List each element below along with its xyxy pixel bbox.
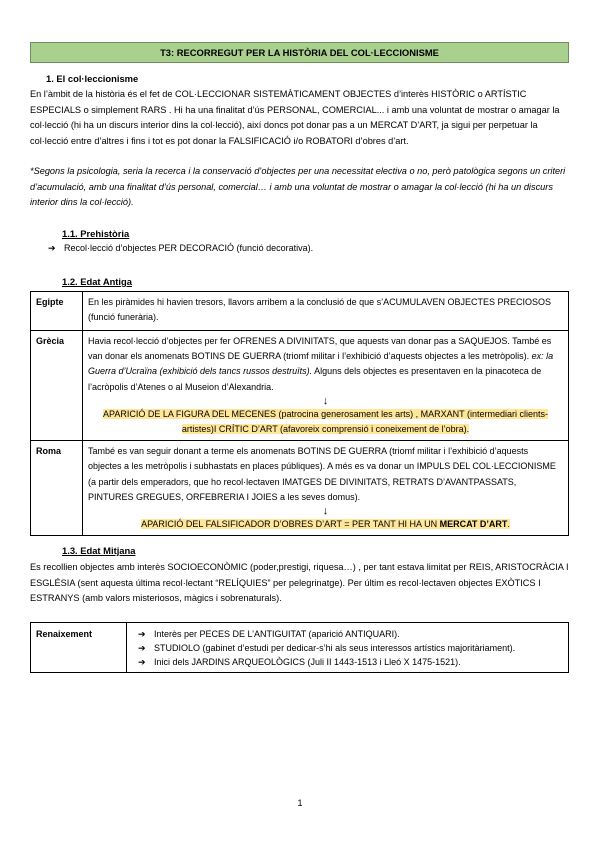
row-label-renaissance: Renaixement: [31, 623, 127, 673]
row-label-egypt: Egipte: [31, 292, 83, 331]
middle-ages-paragraph: Es recollien objectes amb interès SOCIOECONÒMIC (poder,prestigi, riquesa…) , per tant estava limitat per REIS, ARISTOCRÀCIA I ESGLÉSIA (sent aquesta última recol·lectant “RELÍQUIES” per pelegrinatge). Per últim es recol·lectaven objectes EXÒTICS I ESTRANYS (amb valors misteriosos, màgics i sobrenaturals).: [30, 562, 569, 604]
section-heading-collectionism: 1. El col·leccionisme: [46, 73, 139, 84]
row-text-rome: [83, 441, 569, 536]
highlight-bold: MERCAT D’ART: [439, 519, 508, 530]
table-row: [31, 441, 569, 536]
row-label-greece: Grècia: [31, 331, 83, 441]
ancient-age-table: [30, 291, 569, 536]
table-row: [31, 331, 569, 441]
list-item: ➔ Recol·lecció d’objectes PER DECORACIÓ (funció decorativa).: [42, 243, 562, 253]
renaissance-table: [30, 622, 569, 673]
greece-text-part: Alguns dels objectes es presentaven en la pinacoteca de l’acròpolis d’Atenes o al Museion d’Alexandria.: [88, 366, 542, 392]
highlight-text: APARICIÓ DE LA FIGURA DEL MECENES (patrocina generosament les arts) , MARXANT (intermediari clients-artistes)I CRÍTIC D’ART (afavoreix comprensió i coneixement de l’obra).: [103, 408, 548, 435]
subheading-middle-ages: 1.3. Edat Mitjana: [62, 545, 136, 556]
subheading-prehistory: 1.1. Prehistòria: [62, 228, 130, 239]
row-label-rome: Roma: [31, 441, 83, 536]
page-number: 1: [297, 798, 303, 808]
highlight-text: [141, 519, 510, 529]
page-title: T3: RECORREGUT PER LA HISTÒRIA DEL COL·LECCIONISME: [30, 42, 569, 63]
renaissance-items: [127, 623, 569, 673]
subheading-ancient-age: 1.2. Edat Antiga: [62, 276, 132, 287]
list-item: ➔ Interès per PECES DE L’ANTIGUITAT (aparició ANTIQUARI).: [132, 627, 563, 641]
greece-highlight: [88, 407, 563, 437]
prehistory-list: [42, 243, 562, 253]
section-paragraph: En l’àmbit de la història és el fet de COL·LECCIONAR SISTEMÀTICAMENT OBJECTES d’interès HISTÒRIC o ARTÍSTIC ESPECIALS o simplement RARS . Hi ha una finalitat d’ús PERSONAL, COMERCIAL... i amb una voluntat de mostrar o amagar la col·lecció (hi ha un discurs interior dins la col·lecció), així doncs pot donar pas a un MERCAT D’ART, ja sigui per perpetuar la col·lecció entre d’altres i fins i tot es pot donar la FALSIFICACIÓ i/o ROBATORI d’obres d’art.: [30, 89, 560, 146]
rome-text: També es van seguir donant a terme els anomenats BOTINS DE GUERRA (triomf militar i l’exhibició d’aquests objectes a les metròpolis i subhastats en places públiques). A més es va donar un IMPULS DEL COL·LECCIONISME (a partir dels emperadors, que ho recol·lectaven IMATGES DE DIVINITATS, RETRATS D’AVANTPASSATS, PINTURES GREGUES, ORFEBRERIA I JOIES a les seves domus).: [88, 446, 556, 502]
psychology-note: *Segons la psicologia, seria la recerca i la conservació d’objectes per una necessitat electiva o no, però patològica segons un criteri d’acumulació, amb una finalitat d’ús personal, comercial… i amb una voluntat de mostrar o amagar la col·lecció (hi ha un discurs interior dins la col·lecció).: [30, 166, 566, 208]
arrow-down-icon: ↓: [322, 394, 329, 407]
greece-example: ex: la Guerra d’Ucraïna (exhibició dels tancs russos destruïts).: [88, 351, 554, 377]
highlight-part: APARICIÓ DEL FALSIFICADOR D’OBRES D’ART = PER TANT HI HA UN: [141, 519, 440, 530]
list-item: ➔ Inici dels JARDINS ARQUEOLÒGICS (Juli II 1443-1513 i Lleó X 1475-1521).: [132, 655, 563, 669]
highlight-part: .: [507, 519, 510, 530]
greece-text-part: Havia recol·lecció d’objectes per fer OFRENES A DIVINITATS, que aquests van donar pas a SAQUEJOS. També es van donar els anomenats BOTINS DE GUERRA (triomf militar i l’exhibició d’aquests objectes a les metròpolis).: [88, 336, 552, 362]
row-text-egypt: En les piràmides hi havien tresors, llavors arribem a la conclusió de que s’ACUMULAVEN OBJECTES PRECIOSOS (funció funerària).: [83, 292, 569, 331]
table-row: [31, 623, 569, 673]
table-row: [31, 292, 569, 331]
rome-highlight: [88, 517, 563, 532]
renaissance-list: [132, 627, 563, 669]
row-text-greece: [83, 331, 569, 441]
list-item: ➔ STUDIOLO (gabinet d’estudi per dedicar-s’hi als seus interessos artístics majoritàriament).: [132, 641, 563, 655]
arrow-down-icon: ↓: [322, 505, 329, 518]
